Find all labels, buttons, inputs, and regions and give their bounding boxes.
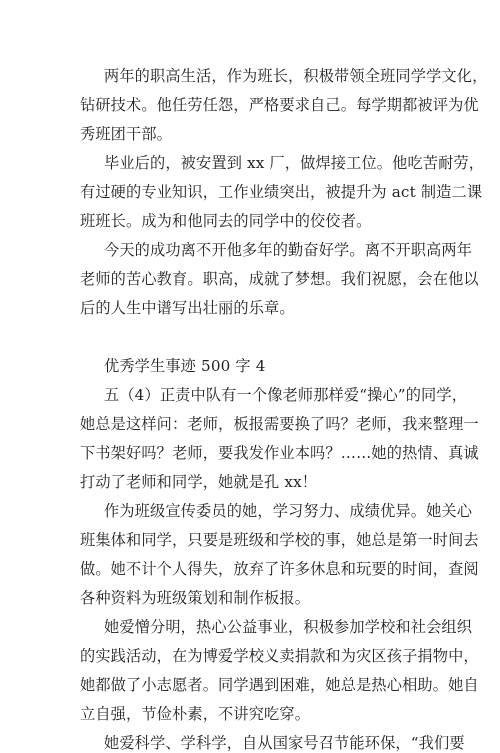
section-paragraph-1-line-2: 她总是这样问：老师，板报需要换了吗？老师，我来整理一: [80, 415, 479, 433]
paragraph-1-line-2: 钻研技术。他任劳任怨，严格要求自己。每学期都被评为优: [80, 96, 479, 114]
paragraph-2-line-3: 班班长。成为和他同去的同学中的佼佼者。: [80, 212, 372, 230]
section-heading: 优秀学生事迹 500 字 4: [104, 357, 266, 375]
paragraph-2-line-1: 毕业后的，被安置到 xx 厂，做焊接工位。他吃苦耐劳，: [104, 154, 485, 172]
section-paragraph-3-line-4: 立自强，节俭朴素，不讲究吃穿。: [80, 705, 311, 723]
section-paragraph-3-line-3: 她都做了小志愿者。同学遇到困难，她总是热心相助。她自: [80, 676, 479, 694]
section-paragraph-3-line-1: 她爱憎分明，热心公益事业，积极参加学校和社会组织: [104, 618, 473, 636]
section-paragraph-3-line-2: 的实践活动，在为博爱学校义卖捐款和为灾区孩子捐物中，: [80, 647, 479, 665]
section-paragraph-1-line-3: 下书架好吗？老师，要我发作业本吗？……她的热情、真诚: [80, 444, 479, 462]
paragraph-3-line-3: 后的人生中谱写出壮丽的乐章。: [80, 299, 295, 317]
paragraph-3-line-1: 今天的成功离不开他多年的勤奋好学。离不开职高两年: [104, 241, 473, 259]
section-paragraph-1-line-4: 打动了老师和同学，她就是孔 xx！: [80, 473, 318, 491]
section-paragraph-4-line-1: 她爱科学、学科学，自从国家号召节能环保，“我们要: [104, 734, 465, 752]
paragraph-1-line-3: 秀班团干部。: [80, 125, 173, 143]
section-paragraph-2-line-2: 班集体和同学，只要是班级和学校的事，她总是第一时间去: [80, 531, 479, 549]
paragraph-3-line-2: 老师的苦心教育。职高，成就了梦想。我们祝愿，会在他以: [80, 270, 479, 288]
paragraph-2-line-2: 有过硬的专业知识，工作业绩突出，被提升为 act 制造二课: [80, 183, 483, 201]
section-paragraph-2-line-3: 做。她不计个人得失，放弃了许多休息和玩要的时间，查阅: [80, 560, 479, 578]
section-paragraph-2-line-1: 作为班级宣传委员的她，学习努力、成绩优异。她关心: [104, 502, 473, 520]
section-paragraph-1-line-1: 五（4）正责中队有一个像老师那样爱“操心”的同学，: [104, 386, 468, 404]
paragraph-1-line-1: 两年的职高生活，作为班长，积极带领全班同学学文化，: [104, 67, 488, 85]
section-paragraph-2-line-4: 各种资料为班级策划和制作板报。: [80, 589, 311, 607]
